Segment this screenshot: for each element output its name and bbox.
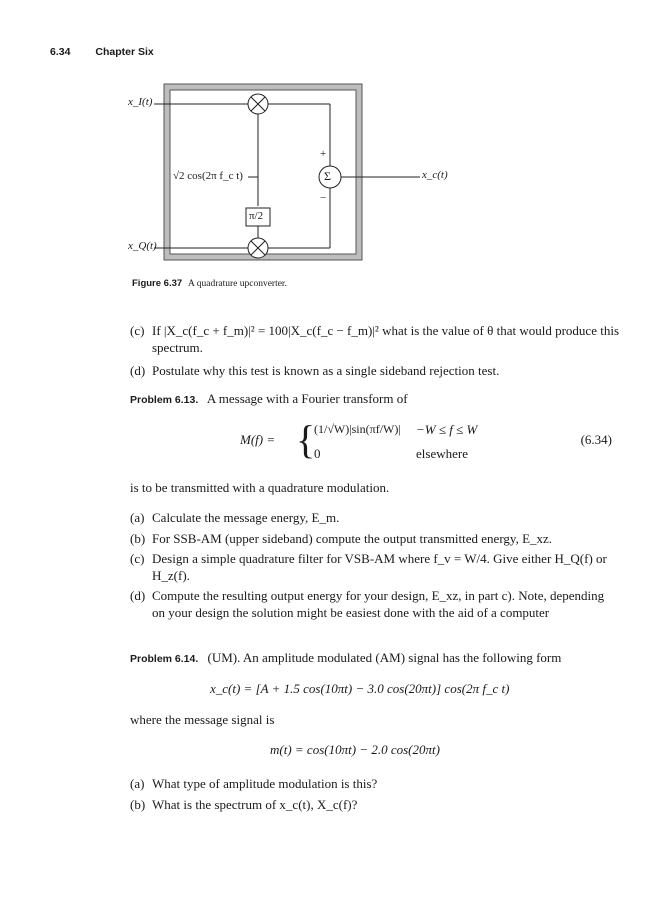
prev-part-c — [130, 322, 620, 356]
case1-condition: −W ≤ f ≤ W — [416, 422, 478, 437]
label-phase-shift: π/2 — [249, 210, 264, 222]
part-text: Postulate why this test is known as a single sideband rejection test. — [152, 363, 500, 378]
label-output: x_c(t) — [422, 169, 448, 181]
equation-am-signal: x_c(t) = [A + 1.5 cos(10πt) − 3.0 cos(20πt)] cos(2π f_c t) — [210, 681, 510, 696]
part-label: (c) — [130, 323, 145, 338]
problem-6-13-after: is to be transmitted with a quadrature modulation. — [130, 480, 390, 495]
equation-number: (6.34) — [580, 432, 612, 447]
equation-brace: { — [296, 417, 316, 462]
caption-number: Figure 6.37 — [132, 278, 183, 289]
block-diagram — [120, 82, 460, 272]
part-label: (d) — [130, 588, 146, 603]
part-label: (a) — [130, 510, 145, 525]
label-plus: + — [320, 148, 327, 160]
part-label: (a) — [130, 776, 145, 791]
label-summer-symbol: Σ — [324, 169, 331, 183]
problem-6-13-intro — [130, 390, 620, 409]
case1-expression: (1/√W)|sin(πf/W)| — [314, 422, 401, 436]
equation-message-signal: m(t) = cos(10πt) − 2.0 cos(20πt) — [270, 742, 440, 757]
label-minus: − — [320, 192, 327, 204]
p614-part-a — [130, 775, 620, 792]
problem-intro: (UM). An amplitude modulated (AM) signal has the following form — [207, 650, 562, 665]
p613-part-b — [130, 530, 620, 547]
label-carrier: √2 cos(2π f_c t) — [173, 170, 243, 182]
part-label: (b) — [130, 531, 146, 546]
p613-part-c — [130, 550, 620, 584]
p613-part-a — [130, 509, 620, 526]
part-label: (c) — [130, 551, 145, 566]
part-text: For SSB-AM (upper sideband) compute the output transmitted energy, E_xz. — [152, 531, 553, 546]
problem-intro: A message with a Fourier transform of — [206, 391, 408, 406]
running-head — [50, 46, 154, 58]
label-xi: x_I(t) — [128, 96, 153, 108]
part-text: Design a simple quadrature filter for VSB-AM where f_v = W/4. Give either H_Q(f) or H_z(f). — [152, 551, 607, 583]
problem-heading: Problem 6.14. — [130, 653, 199, 665]
page-number: 6.34 — [50, 46, 71, 58]
caption-text: A quadrature upconverter. — [188, 279, 287, 289]
problem-6-14-middle: where the message signal is — [130, 712, 275, 727]
p613-part-d — [130, 587, 620, 621]
case2-condition: elsewhere — [416, 446, 468, 461]
prev-part-d — [130, 362, 620, 379]
part-text: What type of amplitude modulation is this? — [152, 776, 378, 791]
problem-heading: Problem 6.13. — [130, 394, 199, 406]
case2-expression: 0 — [314, 446, 321, 461]
part-text: If |X_c(f_c + f_m)|² = 100|X_c(f_c − f_m)|² what is the value of θ that would produce this spectrum. — [152, 323, 619, 355]
part-text: What is the spectrum of x_c(t), X_c(f)? — [152, 797, 358, 812]
part-label: (d) — [130, 363, 146, 378]
figure-quadrature-upconverter — [120, 82, 460, 272]
problem-6-14-intro — [130, 649, 620, 668]
part-label: (b) — [130, 797, 146, 812]
equation-lhs: M(f) = — [240, 432, 276, 447]
part-text: Calculate the message energy, E_m. — [152, 510, 340, 525]
figure-caption — [132, 278, 287, 289]
p614-part-b — [130, 796, 620, 813]
part-text: Compute the resulting output energy for your design, E_xz, in part c). Note, depending on your design the solution might be easiest done with the aid of a computer — [152, 588, 605, 620]
equation-6-34 — [240, 417, 530, 464]
chapter-title: Chapter Six — [95, 46, 154, 58]
label-xq: x_Q(t) — [128, 240, 157, 252]
